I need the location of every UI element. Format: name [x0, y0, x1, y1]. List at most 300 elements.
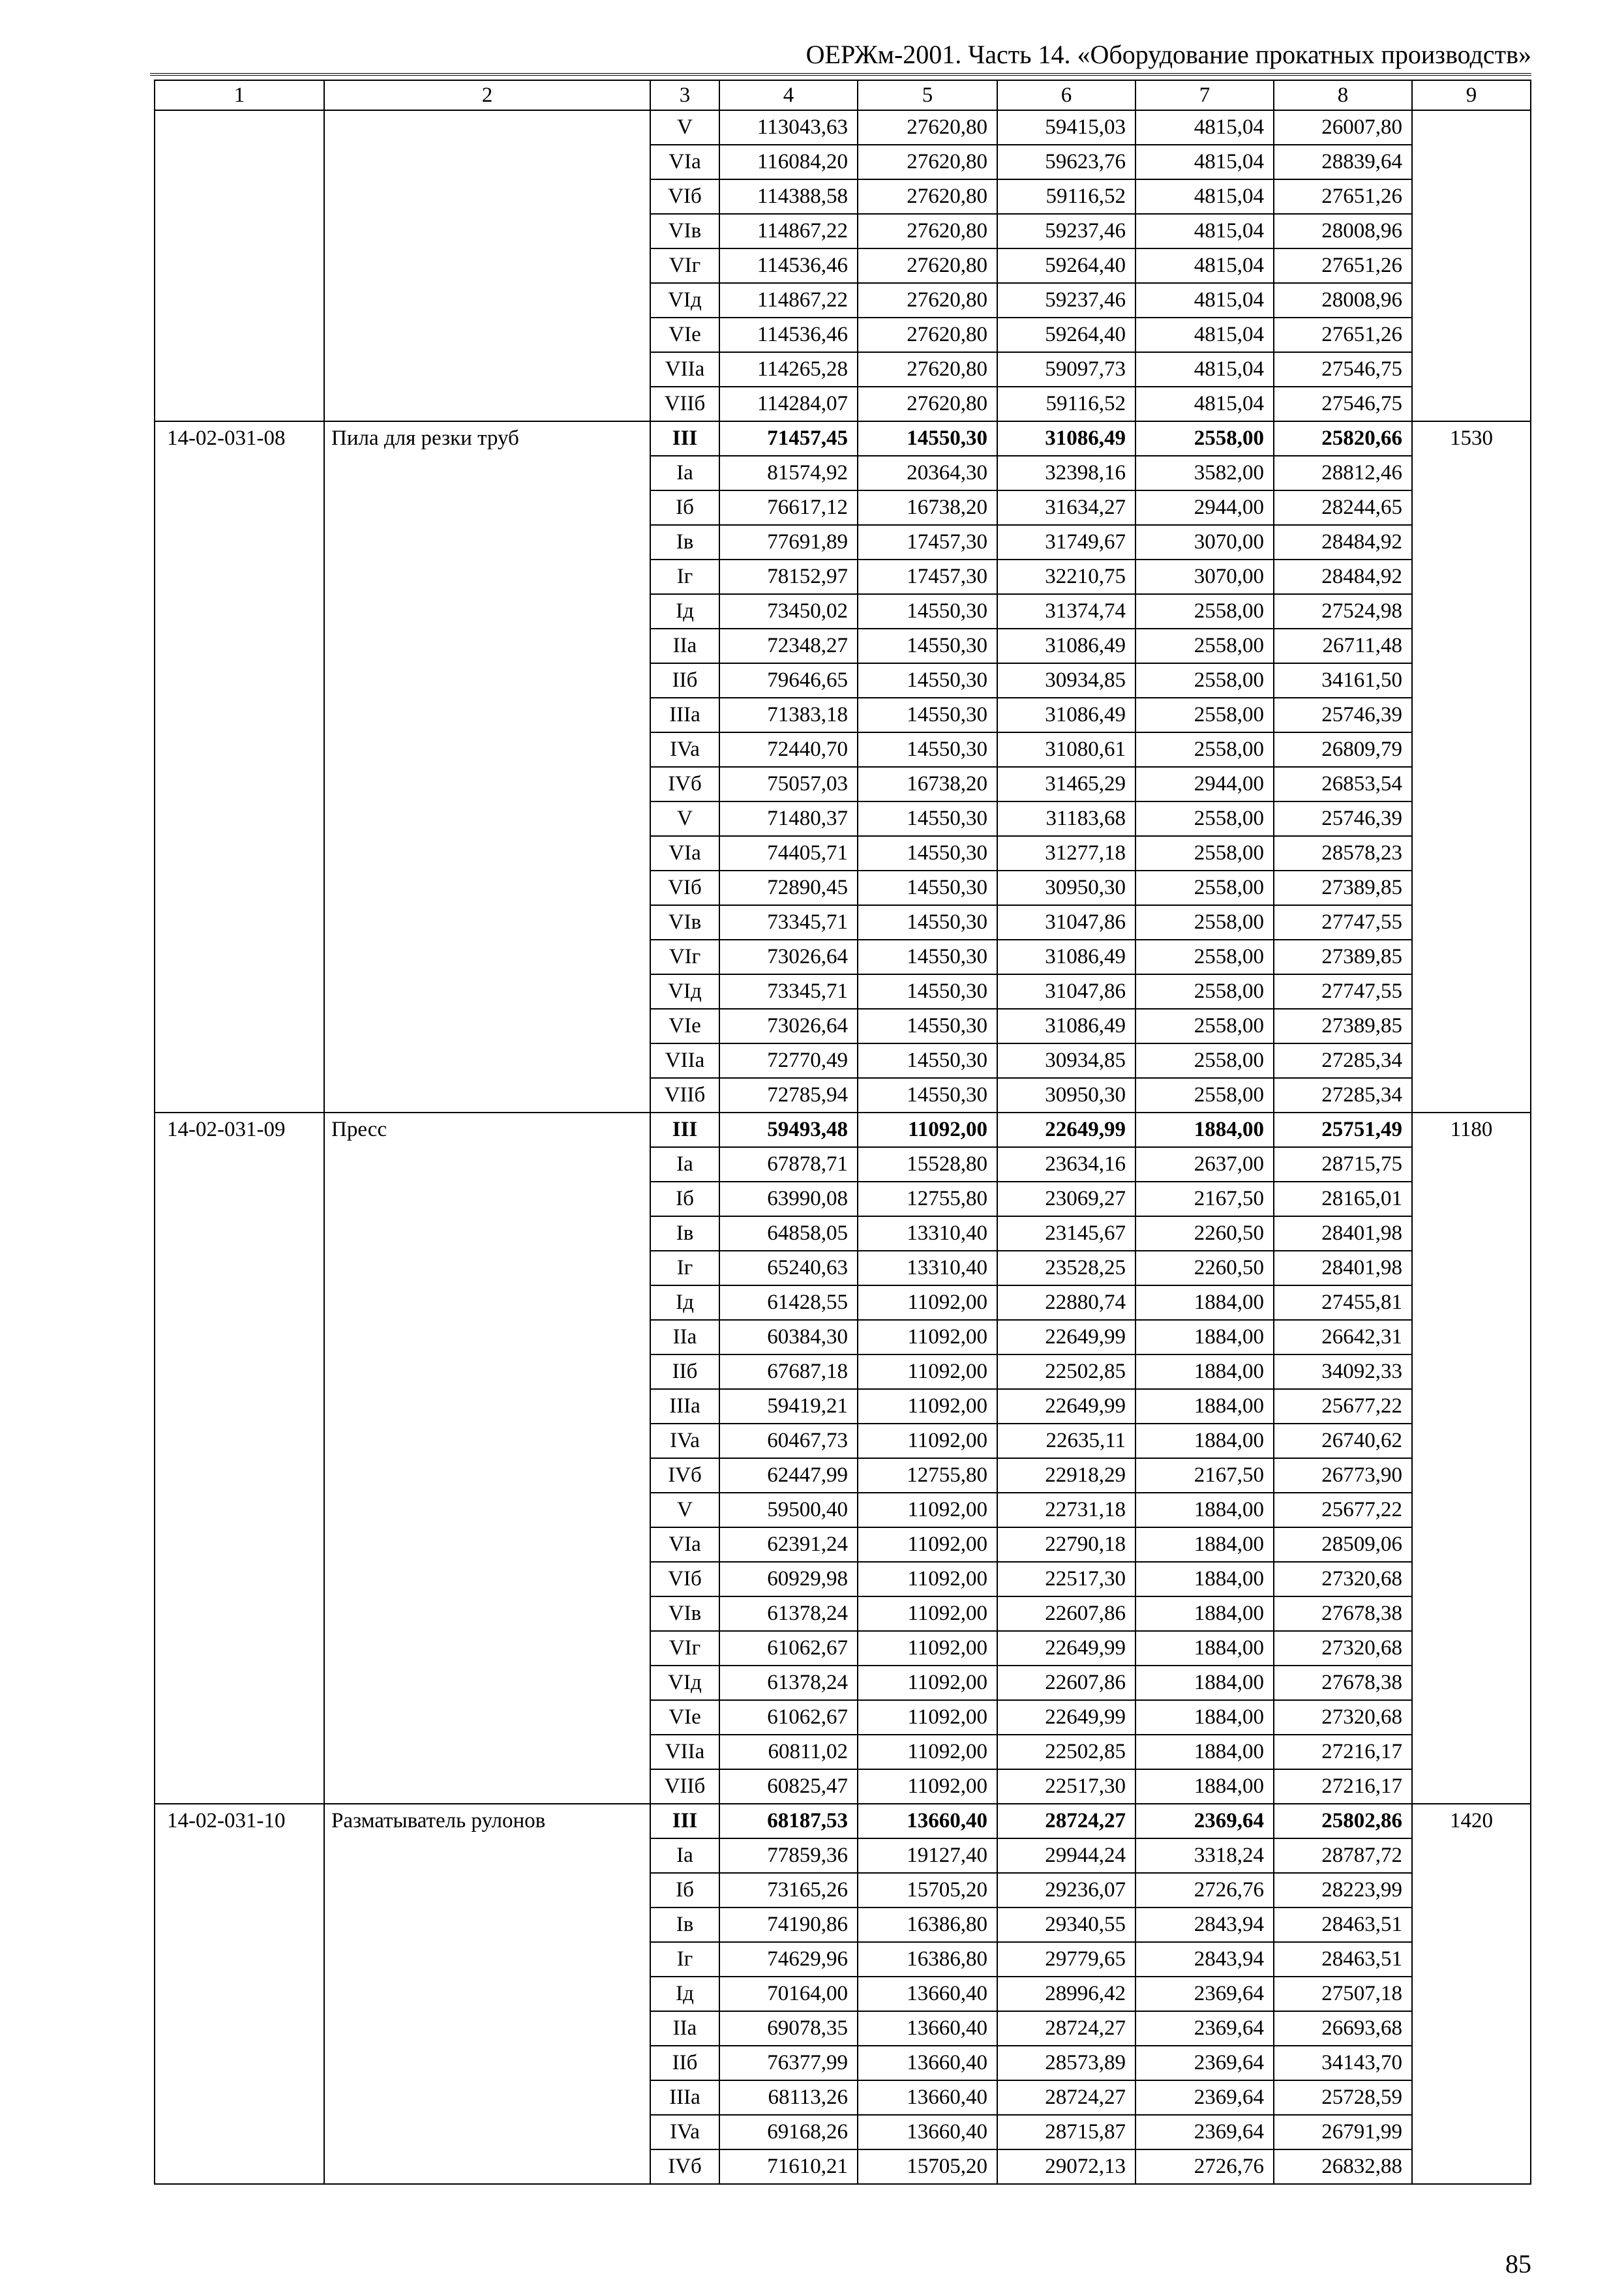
- price-total: 72440,70: [719, 732, 858, 767]
- zone-code: IIIa: [650, 2080, 719, 2115]
- labor-cost: 27620,80: [858, 110, 997, 145]
- materials-cost: 27546,75: [1274, 387, 1412, 421]
- labor-cost: 13660,40: [858, 2046, 997, 2080]
- operator-wage: 3070,00: [1135, 525, 1274, 560]
- zone-code: VIг: [650, 1631, 719, 1666]
- zone-code: VIд: [650, 1666, 719, 1700]
- operator-wage: 2558,00: [1135, 663, 1274, 698]
- materials-cost: 28223,99: [1274, 1873, 1412, 1908]
- zone-code: IVa: [650, 2115, 719, 2149]
- price-total: 114388,58: [719, 179, 858, 214]
- price-total: 61062,67: [719, 1700, 858, 1735]
- item-mass: [1412, 110, 1531, 421]
- operator-wage: 2558,00: [1135, 905, 1274, 940]
- price-total: 73345,71: [719, 905, 858, 940]
- materials-cost: 26773,90: [1274, 1458, 1412, 1493]
- column-number: 9: [1412, 80, 1531, 110]
- machine-cost: 31086,49: [997, 940, 1135, 974]
- zone-code: III: [650, 1113, 719, 1147]
- price-total: 59493,48: [719, 1113, 858, 1147]
- zone-code: IIIa: [650, 698, 719, 732]
- materials-cost: 28812,46: [1274, 456, 1412, 490]
- materials-cost: 26740,62: [1274, 1424, 1412, 1458]
- labor-cost: 16738,20: [858, 490, 997, 525]
- machine-cost: 29944,24: [997, 1838, 1135, 1873]
- materials-cost: 27320,68: [1274, 1562, 1412, 1596]
- price-total: 113043,63: [719, 110, 858, 145]
- zone-code: Ia: [650, 456, 719, 490]
- operator-wage: 2369,64: [1135, 1804, 1274, 1838]
- machine-cost: 23634,16: [997, 1147, 1135, 1182]
- labor-cost: 14550,30: [858, 421, 997, 456]
- labor-cost: 11092,00: [858, 1666, 997, 1700]
- zone-code: VIa: [650, 145, 719, 179]
- machine-cost: 30934,85: [997, 663, 1135, 698]
- labor-cost: 11092,00: [858, 1113, 997, 1147]
- materials-cost: 25677,22: [1274, 1493, 1412, 1527]
- zone-code: VIIб: [650, 387, 719, 421]
- machine-cost: 59097,73: [997, 352, 1135, 387]
- labor-cost: 11092,00: [858, 1562, 997, 1596]
- machine-cost: 29236,07: [997, 1873, 1135, 1908]
- item-name: [324, 110, 650, 421]
- zone-code: VIe: [650, 1700, 719, 1735]
- operator-wage: 1884,00: [1135, 1113, 1274, 1147]
- machine-cost: 31634,27: [997, 490, 1135, 525]
- price-total: 69168,26: [719, 2115, 858, 2149]
- machine-cost: 59623,76: [997, 145, 1135, 179]
- price-total: 67687,18: [719, 1354, 858, 1389]
- price-total: 60467,73: [719, 1424, 858, 1458]
- labor-cost: 14550,30: [858, 905, 997, 940]
- price-total: 76617,12: [719, 490, 858, 525]
- table-row: [155, 110, 1531, 145]
- zone-code: Iв: [650, 1216, 719, 1251]
- price-total: 67878,71: [719, 1147, 858, 1182]
- item-code: [155, 110, 324, 421]
- materials-cost: 27524,98: [1274, 594, 1412, 629]
- operator-wage: 4815,04: [1135, 318, 1274, 352]
- price-total: 59419,21: [719, 1389, 858, 1424]
- materials-cost: 27389,85: [1274, 871, 1412, 905]
- labor-cost: 11092,00: [858, 1389, 997, 1424]
- materials-cost: 27320,68: [1274, 1700, 1412, 1735]
- labor-cost: 11092,00: [858, 1735, 997, 1769]
- operator-wage: 1884,00: [1135, 1424, 1274, 1458]
- materials-cost: 26853,54: [1274, 767, 1412, 801]
- materials-cost: 28839,64: [1274, 145, 1412, 179]
- operator-wage: 1884,00: [1135, 1631, 1274, 1666]
- machine-cost: 59264,40: [997, 318, 1135, 352]
- page-header: ОЕРЖм-2001. Часть 14. «Оборудование прокатных производств»: [150, 38, 1531, 76]
- machine-cost: 31080,61: [997, 732, 1135, 767]
- operator-wage: 2558,00: [1135, 1043, 1274, 1078]
- item-name: Пресс: [324, 1113, 650, 1804]
- price-total: 64858,05: [719, 1216, 858, 1251]
- price-total: 77691,89: [719, 525, 858, 560]
- price-total: 73026,64: [719, 1009, 858, 1043]
- item-code: 14-02-031-08: [155, 421, 324, 1113]
- labor-cost: 17457,30: [858, 560, 997, 594]
- table-row: [155, 421, 1531, 456]
- operator-wage: 2843,94: [1135, 1942, 1274, 1977]
- machine-cost: 29779,65: [997, 1942, 1135, 1977]
- operator-wage: 2369,64: [1135, 2080, 1274, 2115]
- machine-cost: 31047,86: [997, 974, 1135, 1009]
- labor-cost: 14550,30: [858, 698, 997, 732]
- operator-wage: 2369,64: [1135, 1977, 1274, 2011]
- operator-wage: 1884,00: [1135, 1562, 1274, 1596]
- machine-cost: 28715,87: [997, 2115, 1135, 2149]
- price-total: 72785,94: [719, 1078, 858, 1113]
- zone-code: IVб: [650, 1458, 719, 1493]
- price-total: 68113,26: [719, 2080, 858, 2115]
- machine-cost: 31465,29: [997, 767, 1135, 801]
- zone-code: VIIa: [650, 1735, 719, 1769]
- price-total: 60929,98: [719, 1562, 858, 1596]
- operator-wage: 2558,00: [1135, 629, 1274, 663]
- price-total: 63990,08: [719, 1182, 858, 1216]
- materials-cost: 27651,26: [1274, 179, 1412, 214]
- labor-cost: 14550,30: [858, 732, 997, 767]
- labor-cost: 14550,30: [858, 836, 997, 871]
- materials-cost: 26007,80: [1274, 110, 1412, 145]
- materials-cost: 28484,92: [1274, 560, 1412, 594]
- materials-cost: 27651,26: [1274, 318, 1412, 352]
- zone-code: Iб: [650, 1182, 719, 1216]
- machine-cost: 59116,52: [997, 179, 1135, 214]
- operator-wage: 2558,00: [1135, 1009, 1274, 1043]
- operator-wage: 1884,00: [1135, 1389, 1274, 1424]
- zone-code: IVб: [650, 767, 719, 801]
- item-name: Разматыватель рулонов: [324, 1804, 650, 2184]
- operator-wage: 2558,00: [1135, 594, 1274, 629]
- labor-cost: 27620,80: [858, 283, 997, 318]
- column-number: 6: [997, 80, 1135, 110]
- materials-cost: 28578,23: [1274, 836, 1412, 871]
- price-total: 71383,18: [719, 698, 858, 732]
- price-total: 61378,24: [719, 1596, 858, 1631]
- operator-wage: 1884,00: [1135, 1527, 1274, 1562]
- operator-wage: 1884,00: [1135, 1666, 1274, 1700]
- materials-cost: 28008,96: [1274, 214, 1412, 248]
- labor-cost: 11092,00: [858, 1596, 997, 1631]
- zone-code: Iб: [650, 490, 719, 525]
- materials-cost: 28463,51: [1274, 1942, 1412, 1977]
- zone-code: Iг: [650, 1251, 719, 1285]
- machine-cost: 31086,49: [997, 629, 1135, 663]
- operator-wage: 1884,00: [1135, 1769, 1274, 1804]
- labor-cost: 16386,80: [858, 1942, 997, 1977]
- operator-wage: 4815,04: [1135, 248, 1274, 283]
- labor-cost: 14550,30: [858, 1078, 997, 1113]
- machine-cost: 23528,25: [997, 1251, 1135, 1285]
- operator-wage: 4815,04: [1135, 387, 1274, 421]
- price-total: 74629,96: [719, 1942, 858, 1977]
- materials-cost: 28165,01: [1274, 1182, 1412, 1216]
- operator-wage: 1884,00: [1135, 1493, 1274, 1527]
- materials-cost: 27285,34: [1274, 1078, 1412, 1113]
- price-total: 60384,30: [719, 1320, 858, 1354]
- machine-cost: 31086,49: [997, 1009, 1135, 1043]
- materials-cost: 25820,66: [1274, 421, 1412, 456]
- price-total: 73026,64: [719, 940, 858, 974]
- operator-wage: 4815,04: [1135, 283, 1274, 318]
- price-total: 61428,55: [719, 1285, 858, 1320]
- labor-cost: 20364,30: [858, 456, 997, 490]
- machine-cost: 59237,46: [997, 283, 1135, 318]
- zone-code: VIв: [650, 905, 719, 940]
- machine-cost: 22649,99: [997, 1320, 1135, 1354]
- labor-cost: 15705,20: [858, 1873, 997, 1908]
- operator-wage: 2558,00: [1135, 974, 1274, 1009]
- operator-wage: 3070,00: [1135, 560, 1274, 594]
- zone-code: IVa: [650, 732, 719, 767]
- labor-cost: 11092,00: [858, 1769, 997, 1804]
- machine-cost: 23069,27: [997, 1182, 1135, 1216]
- materials-cost: 26642,31: [1274, 1320, 1412, 1354]
- price-total: 71480,37: [719, 801, 858, 836]
- price-total: 81574,92: [719, 456, 858, 490]
- zone-code: VIa: [650, 1527, 719, 1562]
- column-number: 4: [719, 80, 858, 110]
- price-total: 76377,99: [719, 2046, 858, 2080]
- operator-wage: 4815,04: [1135, 214, 1274, 248]
- price-total: 72770,49: [719, 1043, 858, 1078]
- price-total: 60811,02: [719, 1735, 858, 1769]
- price-total: 73165,26: [719, 1873, 858, 1908]
- machine-cost: 31086,49: [997, 698, 1135, 732]
- materials-cost: 27546,75: [1274, 352, 1412, 387]
- zone-code: IIб: [650, 663, 719, 698]
- zone-code: V: [650, 110, 719, 145]
- machine-cost: 31047,86: [997, 905, 1135, 940]
- materials-cost: 25751,49: [1274, 1113, 1412, 1147]
- materials-cost: 28401,98: [1274, 1251, 1412, 1285]
- zone-code: Iд: [650, 1285, 719, 1320]
- labor-cost: 14550,30: [858, 940, 997, 974]
- column-number: 1: [155, 80, 324, 110]
- operator-wage: 4815,04: [1135, 110, 1274, 145]
- operator-wage: 2558,00: [1135, 1078, 1274, 1113]
- operator-wage: 4815,04: [1135, 352, 1274, 387]
- operator-wage: 2558,00: [1135, 871, 1274, 905]
- machine-cost: 32210,75: [997, 560, 1135, 594]
- machine-cost: 31183,68: [997, 801, 1135, 836]
- operator-wage: 2167,50: [1135, 1182, 1274, 1216]
- operator-wage: 2369,64: [1135, 2046, 1274, 2080]
- column-number-row: [155, 80, 1531, 110]
- zone-code: IIIa: [650, 1389, 719, 1424]
- labor-cost: 14550,30: [858, 974, 997, 1009]
- materials-cost: 28715,75: [1274, 1147, 1412, 1182]
- zone-code: VIa: [650, 836, 719, 871]
- labor-cost: 16386,80: [858, 1908, 997, 1942]
- zone-code: IVa: [650, 1424, 719, 1458]
- operator-wage: 1884,00: [1135, 1320, 1274, 1354]
- zone-code: VIe: [650, 1009, 719, 1043]
- price-total: 72348,27: [719, 629, 858, 663]
- operator-wage: 1884,00: [1135, 1354, 1274, 1389]
- labor-cost: 14550,30: [858, 629, 997, 663]
- zone-code: IIб: [650, 2046, 719, 2080]
- price-total: 114867,22: [719, 214, 858, 248]
- zone-code: VIIa: [650, 1043, 719, 1078]
- price-total: 72890,45: [719, 871, 858, 905]
- item-code: 14-02-031-09: [155, 1113, 324, 1804]
- zone-code: VIe: [650, 318, 719, 352]
- machine-cost: 30950,30: [997, 1078, 1135, 1113]
- labor-cost: 16738,20: [858, 767, 997, 801]
- table-row: [155, 1113, 1531, 1147]
- labor-cost: 15528,80: [858, 1147, 997, 1182]
- labor-cost: 14550,30: [858, 663, 997, 698]
- item-code: 14-02-031-10: [155, 1804, 324, 2184]
- zone-code: VIб: [650, 871, 719, 905]
- labor-cost: 14550,30: [858, 594, 997, 629]
- price-total: 73345,71: [719, 974, 858, 1009]
- labor-cost: 11092,00: [858, 1285, 997, 1320]
- materials-cost: 27678,38: [1274, 1666, 1412, 1700]
- machine-cost: 28724,27: [997, 1804, 1135, 1838]
- materials-cost: 34092,33: [1274, 1354, 1412, 1389]
- materials-cost: 27747,55: [1274, 974, 1412, 1009]
- price-total: 61378,24: [719, 1666, 858, 1700]
- price-table: [154, 80, 1531, 2185]
- price-total: 78152,97: [719, 560, 858, 594]
- operator-wage: 4815,04: [1135, 145, 1274, 179]
- labor-cost: 14550,30: [858, 801, 997, 836]
- materials-cost: 27320,68: [1274, 1631, 1412, 1666]
- machine-cost: 31277,18: [997, 836, 1135, 871]
- labor-cost: 13660,40: [858, 2115, 997, 2149]
- column-number: 7: [1135, 80, 1274, 110]
- zone-code: Iв: [650, 525, 719, 560]
- machine-cost: 31086,49: [997, 421, 1135, 456]
- materials-cost: 27651,26: [1274, 248, 1412, 283]
- price-total: 59500,40: [719, 1493, 858, 1527]
- zone-code: IVб: [650, 2149, 719, 2184]
- machine-cost: 29072,13: [997, 2149, 1135, 2184]
- price-total: 65240,63: [719, 1251, 858, 1285]
- operator-wage: 1884,00: [1135, 1596, 1274, 1631]
- labor-cost: 19127,40: [858, 1838, 997, 1873]
- operator-wage: 2558,00: [1135, 698, 1274, 732]
- operator-wage: 2369,64: [1135, 2011, 1274, 2046]
- zone-code: V: [650, 801, 719, 836]
- labor-cost: 11092,00: [858, 1493, 997, 1527]
- zone-code: Iг: [650, 560, 719, 594]
- labor-cost: 27620,80: [858, 248, 997, 283]
- zone-code: VIб: [650, 179, 719, 214]
- zone-code: VIIa: [650, 352, 719, 387]
- labor-cost: 27620,80: [858, 318, 997, 352]
- materials-cost: 27216,17: [1274, 1769, 1412, 1804]
- machine-cost: 28573,89: [997, 2046, 1135, 2080]
- price-total: 116084,20: [719, 145, 858, 179]
- materials-cost: 25728,59: [1274, 2080, 1412, 2115]
- price-total: 79646,65: [719, 663, 858, 698]
- column-number: 3: [650, 80, 719, 110]
- operator-wage: 2558,00: [1135, 940, 1274, 974]
- materials-cost: 28401,98: [1274, 1216, 1412, 1251]
- machine-cost: 22517,30: [997, 1769, 1135, 1804]
- machine-cost: 22649,99: [997, 1113, 1135, 1147]
- materials-cost: 27747,55: [1274, 905, 1412, 940]
- operator-wage: 2558,00: [1135, 801, 1274, 836]
- price-total: 60825,47: [719, 1769, 858, 1804]
- machine-cost: 22649,99: [997, 1700, 1135, 1735]
- operator-wage: 2558,00: [1135, 732, 1274, 767]
- materials-cost: 28244,65: [1274, 490, 1412, 525]
- operator-wage: 2944,00: [1135, 490, 1274, 525]
- labor-cost: 11092,00: [858, 1631, 997, 1666]
- labor-cost: 27620,80: [858, 352, 997, 387]
- price-total: 62391,24: [719, 1527, 858, 1562]
- machine-cost: 22731,18: [997, 1493, 1135, 1527]
- operator-wage: 3318,24: [1135, 1838, 1274, 1873]
- labor-cost: 14550,30: [858, 871, 997, 905]
- labor-cost: 13310,40: [858, 1216, 997, 1251]
- price-total: 74405,71: [719, 836, 858, 871]
- operator-wage: 2260,50: [1135, 1251, 1274, 1285]
- column-number: 2: [324, 80, 650, 110]
- operator-wage: 2260,50: [1135, 1216, 1274, 1251]
- zone-code: Ia: [650, 1147, 719, 1182]
- zone-code: Iд: [650, 594, 719, 629]
- machine-cost: 22502,85: [997, 1354, 1135, 1389]
- labor-cost: 11092,00: [858, 1424, 997, 1458]
- price-total: 68187,53: [719, 1804, 858, 1838]
- labor-cost: 11092,00: [858, 1320, 997, 1354]
- operator-wage: 2944,00: [1135, 767, 1274, 801]
- machine-cost: 59237,46: [997, 214, 1135, 248]
- zone-code: V: [650, 1493, 719, 1527]
- materials-cost: 28484,92: [1274, 525, 1412, 560]
- materials-cost: 28008,96: [1274, 283, 1412, 318]
- zone-code: VIг: [650, 940, 719, 974]
- machine-cost: 32398,16: [997, 456, 1135, 490]
- machine-cost: 30950,30: [997, 871, 1135, 905]
- machine-cost: 22880,74: [997, 1285, 1135, 1320]
- machine-cost: 59264,40: [997, 248, 1135, 283]
- operator-wage: 4815,04: [1135, 179, 1274, 214]
- labor-cost: 13660,40: [858, 2080, 997, 2115]
- zone-code: Iб: [650, 1873, 719, 1908]
- machine-cost: 28724,27: [997, 2011, 1135, 2046]
- price-total: 75057,03: [719, 767, 858, 801]
- price-total: 114867,22: [719, 283, 858, 318]
- labor-cost: 27620,80: [858, 145, 997, 179]
- materials-cost: 28463,51: [1274, 1908, 1412, 1942]
- operator-wage: 2726,76: [1135, 1873, 1274, 1908]
- labor-cost: 13310,40: [858, 1251, 997, 1285]
- price-total: 74190,86: [719, 1908, 858, 1942]
- labor-cost: 27620,80: [858, 179, 997, 214]
- labor-cost: 13660,40: [858, 1977, 997, 2011]
- machine-cost: 22607,86: [997, 1666, 1135, 1700]
- zone-code: VIд: [650, 974, 719, 1009]
- operator-wage: 2369,64: [1135, 2115, 1274, 2149]
- operator-wage: 2843,94: [1135, 1908, 1274, 1942]
- operator-wage: 2167,50: [1135, 1458, 1274, 1493]
- materials-cost: 27507,18: [1274, 1977, 1412, 2011]
- operator-wage: 2637,00: [1135, 1147, 1274, 1182]
- price-total: 70164,00: [719, 1977, 858, 2011]
- machine-cost: 30934,85: [997, 1043, 1135, 1078]
- machine-cost: 28996,42: [997, 1977, 1135, 2011]
- machine-cost: 31749,67: [997, 525, 1135, 560]
